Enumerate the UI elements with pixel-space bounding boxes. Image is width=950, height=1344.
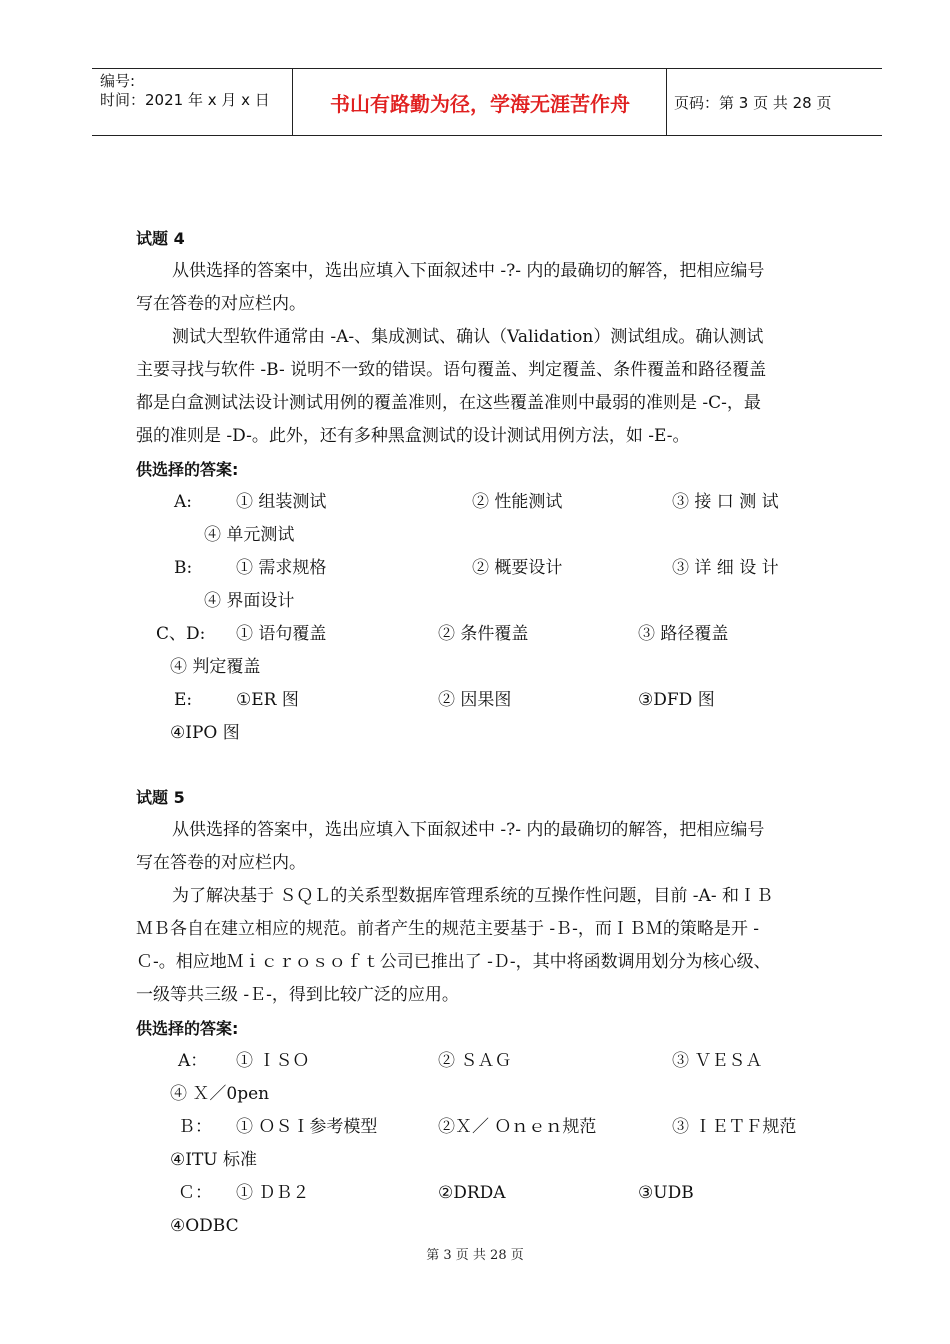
option-1: ① 语句覆盖 (236, 624, 327, 644)
option-2: ②Ｘ／ Ｏｎｅｎ规范 (438, 1117, 597, 1137)
header-time-label: 时间：2021 年 x 月 x 日 (100, 91, 270, 109)
option-4: ④IPO 图 (170, 723, 240, 743)
q5-body-line-3: Ｃ-。相应地Ｍｉｃｒｏｓｏｆｔ公司已推出了 -Ｄ-，其中将函数调用划分为核心级、 (136, 952, 771, 972)
option-1: ① ＤＢ２ (236, 1183, 310, 1203)
q5-body-line-1: 为了解决基于 ＳＱＬ的关系型数据库管理系统的互操作性问题，目前 -A- 和ＩＢ (172, 886, 773, 906)
option-3: ③ ＩＥＴＦ规范 (672, 1117, 797, 1137)
q5-intro-line-1: 从供选择的答案中，选出应填入下面叙述中 -?- 内的最确切的解答，把相应编号 (172, 820, 765, 840)
option-label: E: (174, 690, 193, 710)
page-header (92, 68, 882, 136)
option-2: ② 概要设计 (472, 558, 563, 578)
q5-title: 试题 5 (136, 788, 185, 807)
q4-option-row-e-cont (136, 717, 836, 750)
q5-option-row-a (136, 1045, 836, 1078)
q5-intro-line-2: 写在答卷的对应栏内。 (136, 853, 306, 873)
q5-body-line-4: 一级等共三级 -Ｅ-，得到比较广泛的应用。 (136, 985, 459, 1005)
option-2: ② 性能测试 (472, 492, 563, 512)
option-1: ① ＯＳＩ参考模型 (236, 1117, 378, 1137)
option-3: ③UDB (638, 1183, 694, 1203)
option-3: ③DFD 图 (638, 690, 715, 710)
q4-intro-line-1: 从供选择的答案中，选出应填入下面叙述中 -?- 内的最确切的解答，把相应编号 (172, 261, 765, 281)
option-label: B: (174, 558, 193, 578)
q5-option-row-b-cont (136, 1144, 836, 1177)
q4-title: 试题 4 (136, 229, 185, 248)
q4-intro-line-2: 写在答卷的对应栏内。 (136, 294, 306, 314)
q4-option-row-cd (136, 618, 836, 651)
option-3: ③ 路径覆盖 (638, 624, 729, 644)
q4-option-row-b-cont (136, 585, 836, 618)
option-2: ② 因果图 (438, 690, 512, 710)
q4-body-line-2: 主要寻找与软件 -B- 说明不一致的错误。语句覆盖、判定覆盖、条件覆盖和路径覆盖 (136, 360, 767, 380)
option-label: C、D: (156, 624, 206, 644)
option-3: ③ 详 细 设 计 (672, 558, 779, 578)
q4-option-row-a (136, 486, 836, 519)
option-4: ④ 单元测试 (204, 525, 295, 545)
q5-answers-title: 供选择的答案: (136, 1019, 239, 1038)
option-1: ①ER 图 (236, 690, 299, 710)
q4-option-row-a-cont (136, 519, 836, 552)
q4-body-line-3: 都是白盒测试法设计测试用例的覆盖准则，在这些覆盖准则中最弱的准则是 -C-，最 (136, 393, 761, 413)
header-number-label: 编号: (100, 72, 136, 90)
header-divider-2 (666, 68, 667, 136)
section-gap (136, 750, 836, 781)
q4-body-line-4: 强的准则是 -D-。此外，还有多种黑盒测试的设计测试用例方法，如 -E-。 (136, 426, 690, 446)
option-2: ② ＳＡＧ (438, 1051, 512, 1071)
option-4: ④ 判定覆盖 (170, 657, 261, 677)
option-1: ① 组装测试 (236, 492, 327, 512)
q5-option-row-c (136, 1177, 836, 1210)
option-4: ④ 界面设计 (204, 591, 295, 611)
option-3: ③ 接 口 测 试 (672, 492, 779, 512)
q4-option-row-b (136, 552, 836, 585)
q4-option-row-e (136, 684, 836, 717)
q5-body-line-2: ＭＢ各自在建立相应的规范。前者产生的规范主要基于 -Ｂ-，而ＩＢＭ的策略是开 - (136, 919, 760, 939)
option-4: ④ Ｘ／0pen (170, 1084, 270, 1104)
option-4: ④ITU 标准 (170, 1150, 258, 1170)
header-motto: 书山有路勤为径，学海无涯苦作舟 (330, 91, 630, 116)
q5-option-row-c-cont (136, 1210, 836, 1243)
option-label: A： (178, 1051, 208, 1071)
option-1: ① ＩＳＯ (236, 1051, 310, 1071)
header-meta (100, 72, 270, 110)
document-body (136, 222, 836, 1243)
option-label: A: (174, 492, 193, 512)
option-3: ③ ＶＥＳＡ (672, 1051, 763, 1071)
header-page-info: 页码：第 3 页 共 28 页 (674, 93, 832, 112)
q5-option-row-b (136, 1111, 836, 1144)
q4-option-row-cd-cont (136, 651, 836, 684)
option-4: ④ODBC (170, 1216, 239, 1236)
q4-answers-title: 供选择的答案: (136, 460, 239, 479)
option-label: Ｃ： (178, 1183, 212, 1203)
option-1: ① 需求规格 (236, 558, 327, 578)
option-2: ②DRDA (438, 1183, 506, 1203)
q4-body-line-1: 测试大型软件通常由 -A-、集成测试、确认（Validation）测试组成。确认测试 (172, 327, 764, 347)
page-footer: 第 3 页 共 28 页 (426, 1248, 524, 1263)
option-2: ② 条件覆盖 (438, 624, 529, 644)
q5-option-row-a-cont (136, 1078, 836, 1111)
option-label: Ｂ： (178, 1117, 212, 1137)
header-divider-1 (292, 68, 293, 136)
